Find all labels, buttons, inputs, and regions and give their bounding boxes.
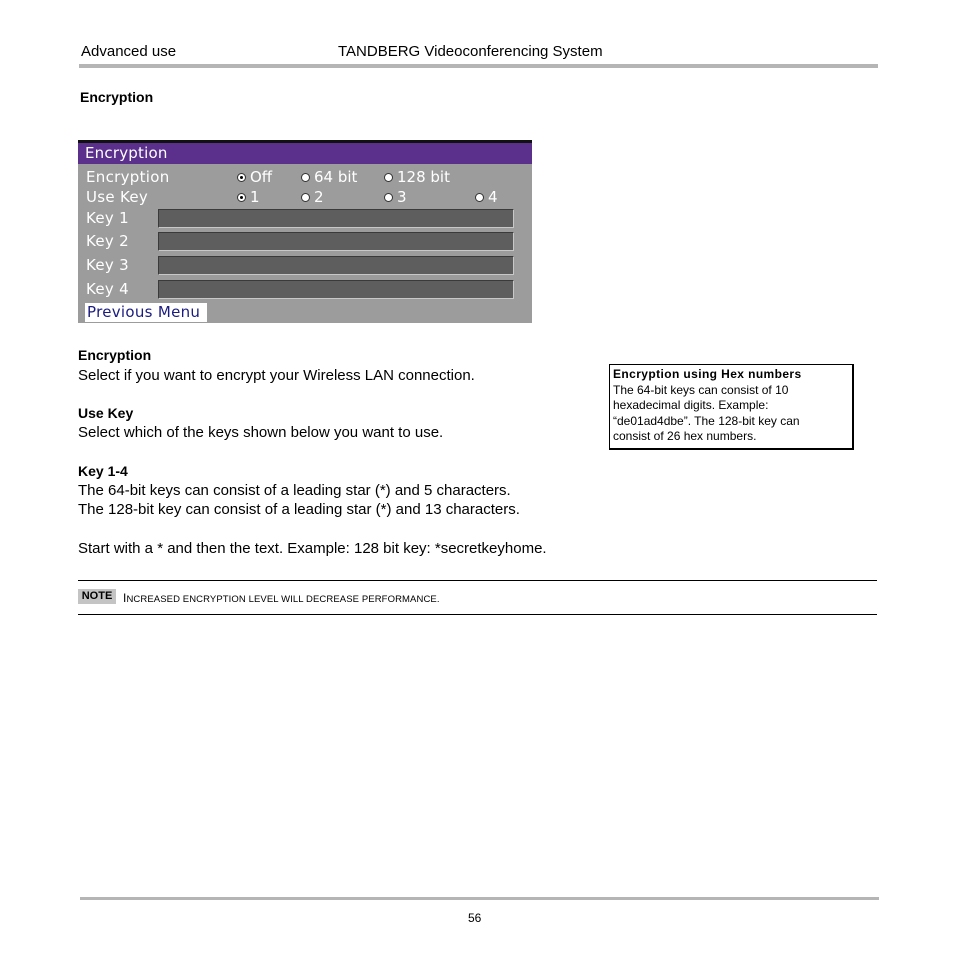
key4-field[interactable] [158, 280, 514, 299]
hex-info-line: hexadecimal digits. Example: [613, 398, 769, 412]
section-text: Select which of the keys shown below you want to use. [78, 424, 444, 441]
menu-title: Encryption [85, 144, 168, 162]
section-text: Select if you want to encrypt your Wireless LAN connection. [78, 367, 475, 384]
encryption-menu [78, 140, 532, 323]
radio-icon [301, 173, 310, 182]
encryption-option-off[interactable]: Off [237, 168, 272, 186]
radio-icon [301, 193, 310, 202]
section-heading-use-key: Use Key [78, 405, 134, 421]
encryption-label: Encryption [86, 168, 170, 186]
use-key-option-3[interactable]: 3 [384, 188, 407, 206]
header-divider [79, 64, 878, 68]
radio-icon [384, 193, 393, 202]
key1-label: Key 1 [86, 209, 130, 227]
use-key-option-1[interactable]: 1 [237, 188, 260, 206]
key3-label: Key 3 [86, 256, 130, 274]
section-heading-key1-4: Key 1-4 [78, 463, 128, 479]
note-bottom-rule [78, 614, 877, 615]
hex-info-line: consist of 26 hex numbers. [613, 429, 757, 443]
use-key-option-2[interactable]: 2 [301, 188, 324, 206]
key2-field[interactable] [158, 232, 514, 251]
radio-icon [384, 173, 393, 182]
hex-info-title: Encryption using Hex numbers [613, 367, 802, 381]
section-text: The 64-bit keys can consist of a leading star (*) and 5 characters. [78, 482, 511, 499]
key1-field[interactable] [158, 209, 514, 228]
page-heading: Encryption [80, 89, 154, 105]
section-heading-encryption: Encryption [78, 347, 152, 363]
radio-icon [475, 193, 484, 202]
section-text: The 128-bit key can consist of a leading star (*) and 13 characters. [78, 501, 520, 518]
encryption-option-128bit[interactable]: 128 bit [384, 168, 450, 186]
key2-label: Key 2 [86, 232, 130, 250]
radio-selected-icon [237, 193, 246, 202]
key4-label: Key 4 [86, 280, 130, 298]
hex-info-line: The 64-bit keys can consist of 10 [613, 382, 789, 397]
note-badge: NOTE [78, 589, 116, 604]
note-top-rule [78, 580, 877, 581]
footer-divider [80, 897, 879, 900]
key3-field[interactable] [158, 256, 514, 275]
note-text: INCREASED ENCRYPTION LEVEL WILL DECREASE PERFORMANCE. [123, 591, 440, 605]
encryption-option-64bit[interactable]: 64 bit [301, 168, 357, 186]
previous-menu-button[interactable]: Previous Menu [85, 303, 207, 322]
hex-info-line: “de01ad4dbe”. The 128-bit key can [613, 413, 800, 428]
radio-selected-icon [237, 173, 246, 182]
example-text: Start with a * and then the text. Example: 128 bit key: *secretkeyhome. [78, 540, 547, 557]
hex-info-box [609, 364, 854, 450]
header-title: TANDBERG Videoconferencing System [338, 43, 603, 60]
use-key-label: Use Key [86, 188, 149, 206]
page-number: 56 [468, 911, 482, 925]
header-section: Advanced use [81, 43, 177, 60]
use-key-option-4[interactable]: 4 [475, 188, 498, 206]
menu-title-bar [78, 143, 532, 164]
